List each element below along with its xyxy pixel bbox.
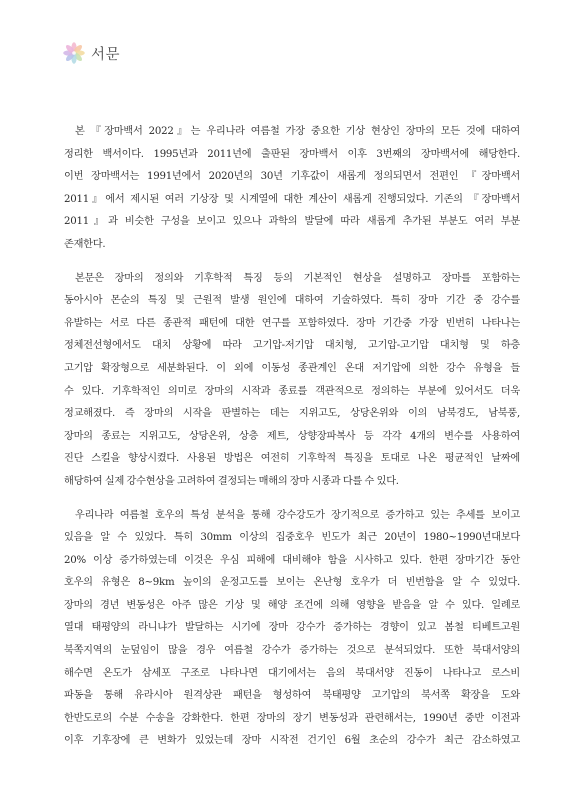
paragraph-2 xyxy=(64,268,520,494)
text-line: 장마의 종료는 지위고도, 상당온위, 상층 제트, 상향장파복사 등 각각 4개의 변수를 사용하여 xyxy=(64,430,520,442)
text-line: 이번 장마백서는 1991년에서 2020년의 30년 기후값이 새롭게 정의되면서 전편인 『장마백서 xyxy=(64,171,520,183)
paragraph-1 xyxy=(64,121,520,257)
text-line: 2011』과 비슷한 구성을 보이고 있으나 과학의 발달에 따라 새롭게 추가된 부분도 여러 부분 xyxy=(64,216,520,228)
text-line: 우리나라 여름철 호우의 특성 분석을 통해 강수강도가 장기적으로 증가하고 있는 추세를 보이고 xyxy=(75,509,520,521)
text-line: 정체전선형에서도 대치 상황에 따라 고기압-저기압 대치형, 고기압-고기압 대치형 및 하층 xyxy=(64,340,520,352)
text-line: 유발하는 서로 다른 종관적 패턴에 대한 연구를 포함하였다. 장마 기간중 가장 빈번히 나타나는 xyxy=(64,317,520,329)
text-line: 있음을 알 수 있었다. 특히 30mm 이상의 집중호우 빈도가 최근 20년이 1980~1990년대보다 xyxy=(64,532,520,544)
section-title: 서문 xyxy=(91,46,121,63)
text-line: 해당하여 실제 강수현상을 고려하여 결정되는 매해의 장마 시종과 다를 수 있다. xyxy=(64,475,399,487)
text-line: 진단 스킬을 향상시켰다. 사용된 방법은 여전히 기후학적 특징을 토대로 나온 평균적인 날짜에 xyxy=(64,453,520,465)
text-line: 동아시아 몬순의 특징 및 근원적 발생 원인에 대하여 기술하였다. 특히 장마 기간 중 강수를 xyxy=(64,295,520,307)
flower-logo-icon xyxy=(62,41,86,65)
text-line: 20% 이상 증가하였는데 이것은 우심 피해에 대비해야 함을 시사하고 있다. 한편 장마기간 동안 xyxy=(64,554,520,566)
text-line: 정교해졌다. 즉 장마의 시작을 판별하는 데는 지위고도, 상당온위와 이의 남북경도, 남북풍, xyxy=(64,408,520,420)
paragraph-3 xyxy=(64,505,520,754)
page-header xyxy=(62,40,120,66)
text-line: 수 있다. 기후학적인 의미로 장마의 시작과 종료를 객관적으로 정의하는 부분에 있어서도 더욱 xyxy=(64,385,520,397)
text-line: 본문은 장마의 정의와 기후학적 특징 등의 기본적인 현상을 설명하고 장마를 포함하는 xyxy=(75,272,520,284)
text-line: 본 『장마백서 2022』는 우리나라 여름철 가장 중요한 기상 현상인 장마의 모든 것에 대하여 xyxy=(75,126,520,137)
text-line: 정리한 백서이다. 1995년과 2011년에 출판된 장마백서 이후 3번째의 장마백서에 해당한다. xyxy=(64,148,520,160)
text-line: 2011』에서 제시된 여러 기상장 및 시계열에 대한 계산이 새롭게 진행되었다. 기존의 『장마백서 xyxy=(64,193,520,205)
text-line: 북쪽지역의 눈덮임이 많을 경우 여름철 강수가 증가하는 것으로 분석되었다. 또한 북대서양의 xyxy=(64,645,520,657)
preface-body xyxy=(64,121,520,753)
text-line: 한반도로의 수분 수송을 강화한다. 한편 장마의 장기 변동성과 관련해서는, 1990년 중반 이전과 xyxy=(64,712,520,724)
text-line: 존재한다. xyxy=(64,238,106,250)
text-line: 이후 기후장에 큰 변화가 있었는데 장마 시작전 건기인 6월 초순의 강수가 최근 감소하였고 xyxy=(64,735,520,747)
text-line: 장마의 경년 변동성은 아주 많은 기상 및 해양 조건에 의해 영향을 받음을 알 수 있다. 일례로 xyxy=(64,599,520,611)
text-line: 해수면 온도가 삼세포 구조로 나타나면 대기에서는 음의 북대서양 진동이 나타나고 로스비 xyxy=(64,667,520,679)
text-line: 호우의 유형은 8~9km 높이의 운정고도를 보이는 온난형 호우가 더 빈번함을 알 수 있었다. xyxy=(64,577,520,589)
text-line: 파동을 통해 유라시아 원격상관 패턴을 형성하여 북태평양 고기압의 북서쪽 확장을 도와 xyxy=(64,690,520,702)
text-line: 고기압 확장형으로 세분화된다. 이 외에 이동성 종관계인 온대 저기압에 의한 강수 유형을 들 xyxy=(64,362,520,374)
text-line: 열대 태평양의 라니냐가 발달하는 시기에 장마 강수가 증가하는 경향이 있고 봄철 티베트고원 xyxy=(64,622,520,634)
